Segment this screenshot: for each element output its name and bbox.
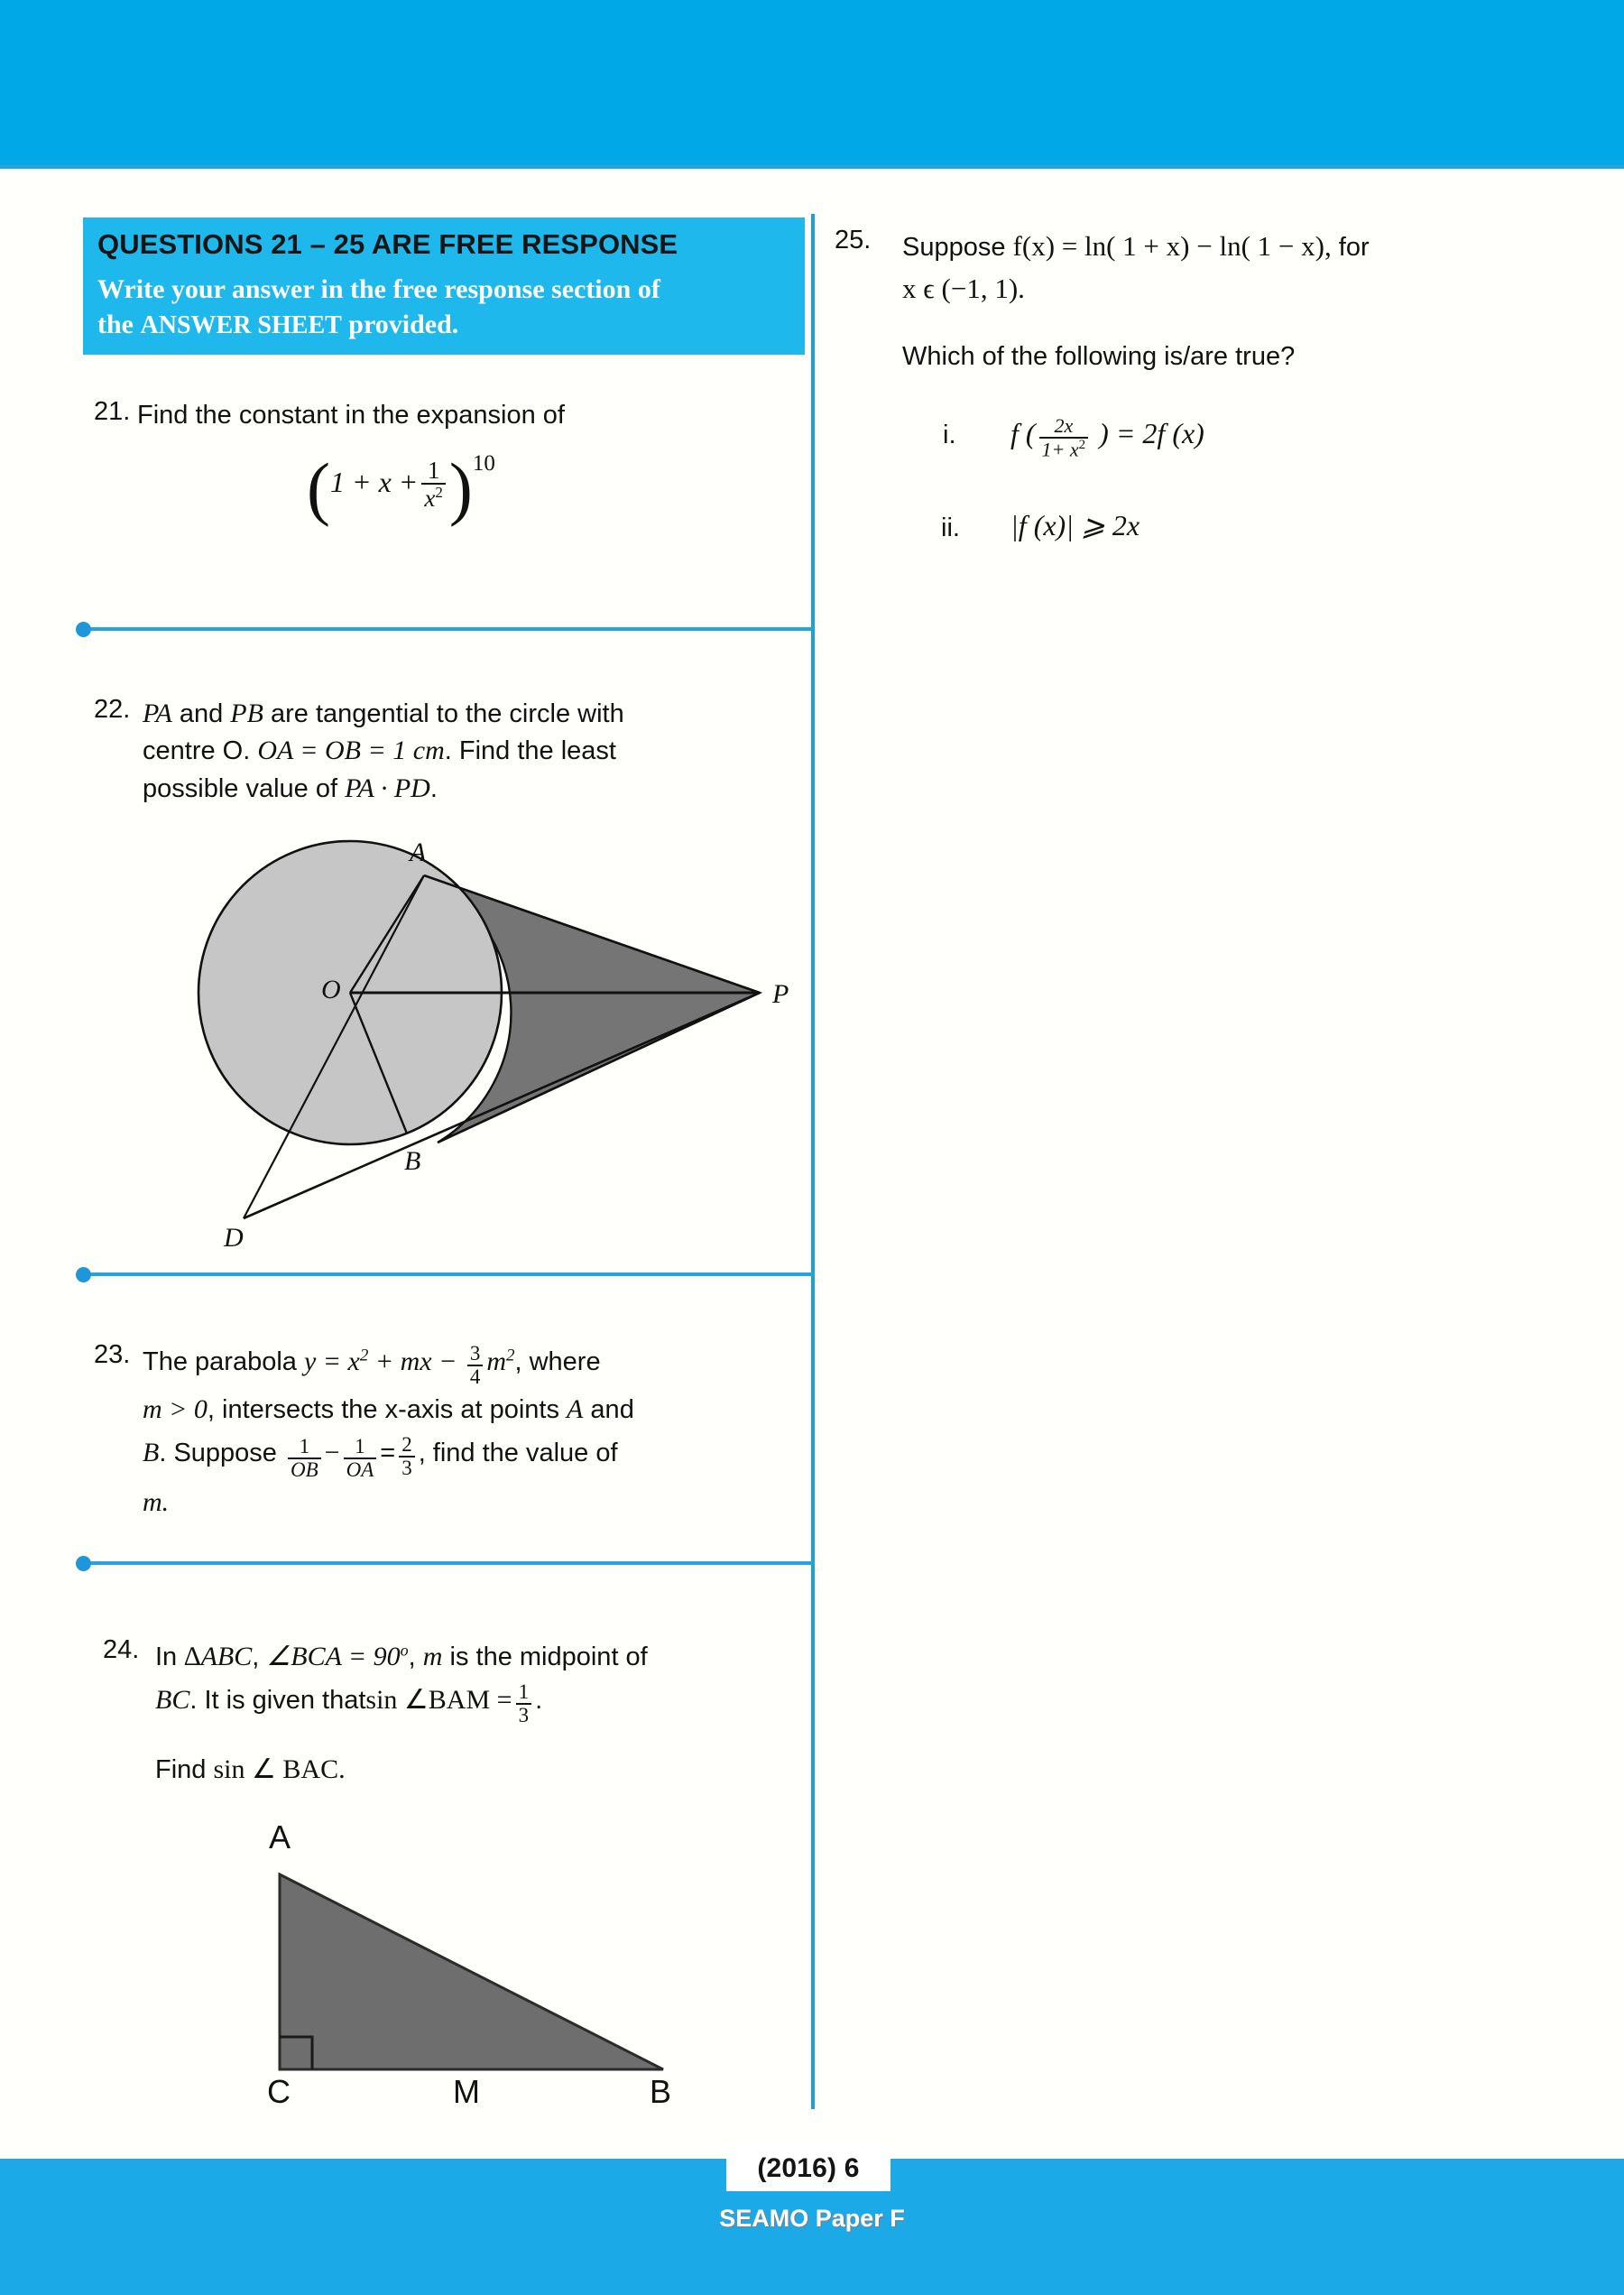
q23-equals: =: [380, 1438, 396, 1467]
q23-frac2-num: 1: [299, 1434, 310, 1458]
q25-i-frac-num: 2x: [1054, 414, 1074, 438]
q21-number: 21.: [94, 397, 131, 426]
q24-line1-tail: is the midpoint of: [442, 1643, 648, 1671]
q23-line2-mid: , intersects the x-axis at points: [207, 1394, 567, 1424]
q23-sup-1: 2: [359, 1346, 369, 1365]
separator-dot-icon: [76, 1556, 91, 1571]
q22-line2-tail: . Find the least: [444, 736, 616, 766]
q25-number: 25.: [835, 226, 872, 254]
q23-frac4-den: 3: [401, 1456, 412, 1479]
q22-pb: PB: [230, 699, 263, 728]
q25-function-def: f(x) = ln( 1 + x) − ln( 1 − x),: [1012, 230, 1332, 262]
q23-suppose: . Suppose: [159, 1438, 284, 1467]
q21-terms: 1 + x +: [329, 466, 419, 499]
footer-paper-title: SEAMO Paper F: [719, 2205, 905, 2232]
q25-i-frac-den: $1+ x^2$: [1041, 438, 1086, 461]
instructions-heading: QUESTIONS 21 – 25 ARE FREE RESPONSE: [97, 228, 678, 260]
q21-paren-close: ): [448, 449, 473, 528]
q24-text: [155, 1635, 796, 1726]
q25-domain: x ϵ (−1, 1).: [902, 272, 1025, 304]
q23-number: 23.: [94, 1340, 131, 1369]
q24-sin-bam: sin ∠BAM =: [365, 1685, 512, 1715]
q23-line1-mid: + mx −: [368, 1346, 464, 1376]
q21-formula: [307, 449, 776, 528]
q23-parabola-eq: y = x: [303, 1346, 360, 1376]
q24-midpoint-m: m: [422, 1642, 443, 1671]
separator-2: [83, 1272, 814, 1276]
q25-item-ii-expression: [1010, 505, 1516, 545]
q23-sup-2: 2: [505, 1346, 515, 1365]
instructions-line-1: Write your answer in the free response section of: [97, 274, 660, 304]
label-B: B: [404, 1146, 421, 1176]
q24-find-period: .: [338, 1754, 346, 1784]
q21-frac-denominator: $x^2$: [424, 484, 443, 513]
label-A: A: [410, 837, 427, 867]
separator-dot-icon: [76, 1267, 91, 1282]
q23-frac1-den: 4: [469, 1365, 481, 1389]
separator-3: [83, 1561, 814, 1565]
q24-comma-1: ,: [252, 1643, 267, 1671]
q23-line3-tail: , find the value of: [418, 1438, 618, 1467]
q22-line1-tail: are tangential to the circle with: [263, 699, 624, 728]
q23-line1-head: The parabola: [143, 1347, 304, 1376]
q23-point-A: A: [567, 1393, 584, 1424]
q24-angle-bca: ∠BCA = 90: [266, 1642, 401, 1671]
column-divider: [811, 214, 815, 2109]
q22-line3-head: possible value of: [143, 773, 346, 803]
q23-line4: m.: [143, 1486, 170, 1517]
q22-pa: PA: [143, 699, 172, 728]
q23-frac3-den: OA: [346, 1458, 374, 1481]
q24-bc: BC: [155, 1685, 190, 1715]
q21-text: Find the constant in the expansion of: [137, 401, 565, 430]
q23-minus: −: [324, 1437, 340, 1467]
q25-item-i-marker: i.: [943, 421, 956, 449]
right-triangle-diagram: [253, 1837, 722, 2107]
q23-m-term: m: [486, 1346, 506, 1376]
q23-frac2-den: OB: [290, 1458, 318, 1481]
q25-suppose: Suppose: [902, 233, 1013, 262]
q21-exponent: 10: [472, 451, 495, 477]
instructions-line-2-prefix: the: [97, 310, 141, 339]
triangle-shape: [280, 1874, 663, 2069]
q25-item-ii-marker: ii.: [941, 514, 960, 542]
instructions-body: [97, 272, 792, 342]
label-O: O: [321, 975, 341, 1004]
q22-oa-ob: OA = OB = 1 cm: [257, 736, 445, 766]
q24-period: .: [535, 1686, 543, 1715]
q22-and: and: [171, 699, 231, 728]
separator-dot-icon: [76, 622, 91, 637]
q22-pa-pd: PA · PD: [345, 773, 430, 803]
q25-i-tail: ) = 2f (x): [1092, 417, 1204, 449]
q24-figure: [253, 1818, 722, 2110]
header-blue-band: [0, 0, 1624, 168]
answer-sheet-emphasis: ANSWER SHEET: [140, 311, 342, 339]
q24-find-line: [155, 1751, 787, 1788]
q23-text: [143, 1340, 801, 1523]
q25-ii-expr: |f (x)| ⩾ 2x: [1010, 509, 1140, 541]
q23-frac1-num: 3: [469, 1342, 481, 1365]
label-M: M: [453, 2073, 480, 2110]
q24-comma-2: ,: [408, 1643, 423, 1671]
q24-frac-1-3: [516, 1681, 532, 1726]
q23-m-gt-0: m > 0: [143, 1393, 208, 1424]
q23-frac4-num: 2: [401, 1432, 412, 1456]
q22-number: 22.: [94, 695, 131, 724]
q25-prompt: Which of the following is/are true?: [902, 342, 1296, 371]
q22-figure: [153, 812, 803, 1253]
q23-frac-3-4: [467, 1343, 484, 1388]
q24-triangle-abc: ∆ABC: [184, 1642, 253, 1671]
instructions-line-2-suffix: provided.: [341, 310, 459, 339]
q23-line2-tail: and: [583, 1394, 634, 1424]
q24-frac-den: 3: [518, 1704, 530, 1727]
q25-text: [902, 226, 1534, 310]
q23-line1-tail: , where: [514, 1347, 601, 1376]
q23-frac-1-OA: [344, 1436, 377, 1481]
q21-paren-open: (: [307, 449, 330, 528]
instructions-box: [83, 217, 805, 355]
q24-sin-bac: sin ∠ BAC: [213, 1754, 339, 1784]
label-A: A: [269, 1818, 291, 1855]
q24-frac-num: 1: [518, 1680, 530, 1704]
q25-item-i-expression: [1010, 413, 1516, 460]
q24-find-label: Find: [155, 1755, 214, 1784]
q21-frac-numerator: 1: [427, 457, 440, 484]
q22-line2-head: centre O.: [143, 736, 258, 766]
q24-given-that: . It is given that: [189, 1686, 366, 1715]
label-B: B: [650, 2073, 672, 2110]
page-number-box: [726, 2146, 890, 2191]
q24-degree-sup: o: [400, 1641, 409, 1660]
q23-frac3-num: 1: [355, 1434, 365, 1458]
q25-for: for: [1331, 233, 1370, 262]
label-C: C: [267, 2073, 291, 2110]
header-band-edge: [0, 164, 1624, 169]
q24-line1-head: In: [155, 1643, 185, 1671]
label-P: P: [772, 979, 789, 1009]
q21-fraction: [421, 458, 445, 511]
q25-i-lead: f (: [1010, 417, 1036, 449]
q22-line3-tail: .: [429, 773, 438, 803]
label-D: D: [224, 1223, 244, 1253]
q25-i-fraction: [1039, 416, 1089, 460]
circle-tangents-diagram: [153, 812, 803, 1245]
q23-frac-1-OB: [288, 1436, 321, 1481]
q23-point-B: B: [143, 1437, 160, 1467]
q23-frac-2-3: [399, 1434, 415, 1479]
page-number-text: (2016) 6: [757, 2153, 860, 2183]
separator-1: [83, 627, 814, 631]
q22-text: [143, 695, 783, 807]
q24-number: 24.: [103, 1635, 140, 1664]
